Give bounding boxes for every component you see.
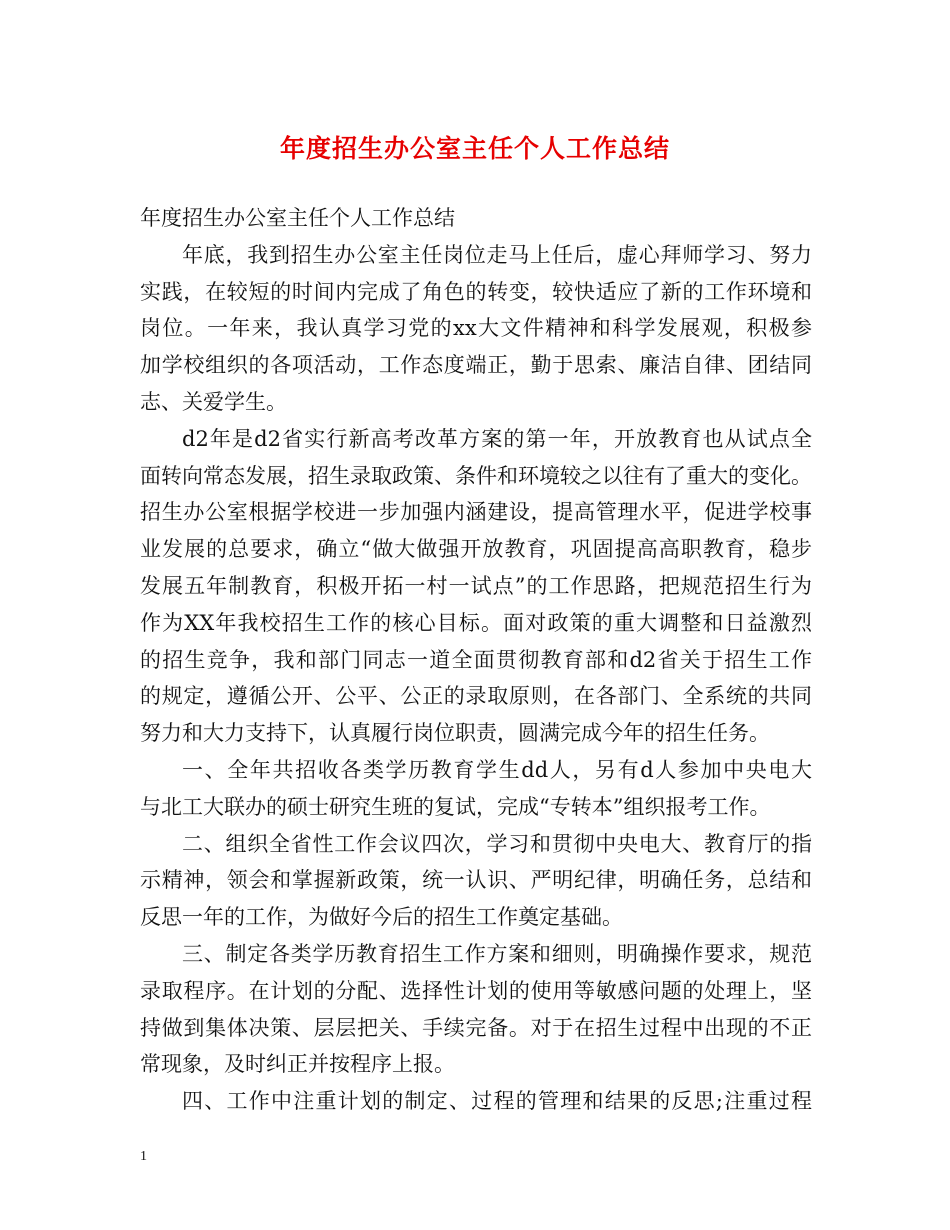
- document-title: 年度招生办公室主任个人工作总结: [279, 134, 670, 163]
- paragraph-1-line-4: 加学校组织的各项活动，工作态度端正，勤于思索、廉洁自律、团结同: [140, 353, 812, 378]
- paragraph-6-line-1: 四、工作中注重计划的制定、过程的管理和结果的反思;注重过程: [182, 1089, 812, 1114]
- paragraph-2-line-5: 发展五年制教育，积极开拓一村一试点”的工作思路，把规范招生行为: [140, 573, 812, 598]
- paragraph-4-line-2: 示精神，领会和掌握新政策，统一认识、严明纪律，明确任务，总结和: [140, 868, 812, 893]
- paragraph-5-line-3: 持做到集体决策、层层把关、手续完备。对于在招生过程中出现的不正: [140, 1015, 812, 1040]
- paragraph-4-line-1: 二、组织全省性工作会议四次，学习和贯彻中央电大、教育厅的指: [182, 831, 812, 856]
- paragraph-2-line-2: 面转向常态发展，招生录取政策、条件和环境较之以往有了重大的变化。: [140, 463, 812, 488]
- paragraph-5-line-4: 常现象，及时纠正并按程序上报。: [140, 1052, 455, 1077]
- page-number: 1: [140, 1149, 147, 1164]
- paragraph-2-line-6: 作为XX年我校招生工作的核心目标。面对政策的重大调整和日益激烈: [140, 610, 812, 635]
- paragraph-5-line-1: 三、制定各类学历教育招生工作方案和细则，明确操作要求，规范: [182, 941, 812, 966]
- paragraph-2-line-8: 的规定，遵循公开、公平、公正的录取原则，在各部门、全系统的共同: [140, 684, 812, 709]
- paragraph-2-line-1: d2年是d2省实行新高考改革方案的第一年，开放教育也从试点全: [182, 426, 812, 451]
- paragraph-2-line-3: 招生办公室根据学校进一步加强内涵建设，提高管理水平，促进学校事: [140, 500, 812, 525]
- paragraph-1-line-5: 志、关爱学生。: [140, 389, 287, 414]
- paragraph-2-line-9: 努力和大力支持下，认真履行岗位职责，圆满完成今年的招生任务。: [140, 721, 770, 746]
- paragraph-4-line-3: 反思一年的工作，为做好今后的招生工作奠定基础。: [140, 905, 623, 930]
- paragraph-1-line-1: 年底，我到招生办公室主任岗位走马上任后，虚心拜师学习、努力: [182, 242, 812, 267]
- paragraph-3-line-2: 与北工大联办的硕士研究生班的复试，完成“专转本”组织报考工作。: [140, 794, 771, 819]
- paragraph-1-line-2: 实践，在较短的时间内完成了角色的转变，较快适应了新的工作环境和: [140, 279, 812, 304]
- document-body: [140, 200, 812, 1120]
- paragraph-1-line-3: 岗位。一年来，我认真学习党的xx大文件精神和科学发展观，积极参: [140, 316, 812, 341]
- paragraph-5-line-2: 录取程序。在计划的分配、选择性计划的使用等敏感问题的处理上，坚: [140, 978, 812, 1003]
- paragraph-3-line-1: 一、全年共招收各类学历教育学生dd人，另有d人参加中央电大: [182, 757, 812, 782]
- paragraph-2-line-4: 业发展的总要求，确立“做大做强开放教育，巩固提高高职教育，稳步: [140, 537, 812, 562]
- paragraph-2-line-7: 的招生竞争，我和部门同志一道全面贯彻教育部和d2省关于招生工作: [140, 647, 812, 672]
- body-subtitle-line: 年度招生办公室主任个人工作总结: [140, 206, 455, 230]
